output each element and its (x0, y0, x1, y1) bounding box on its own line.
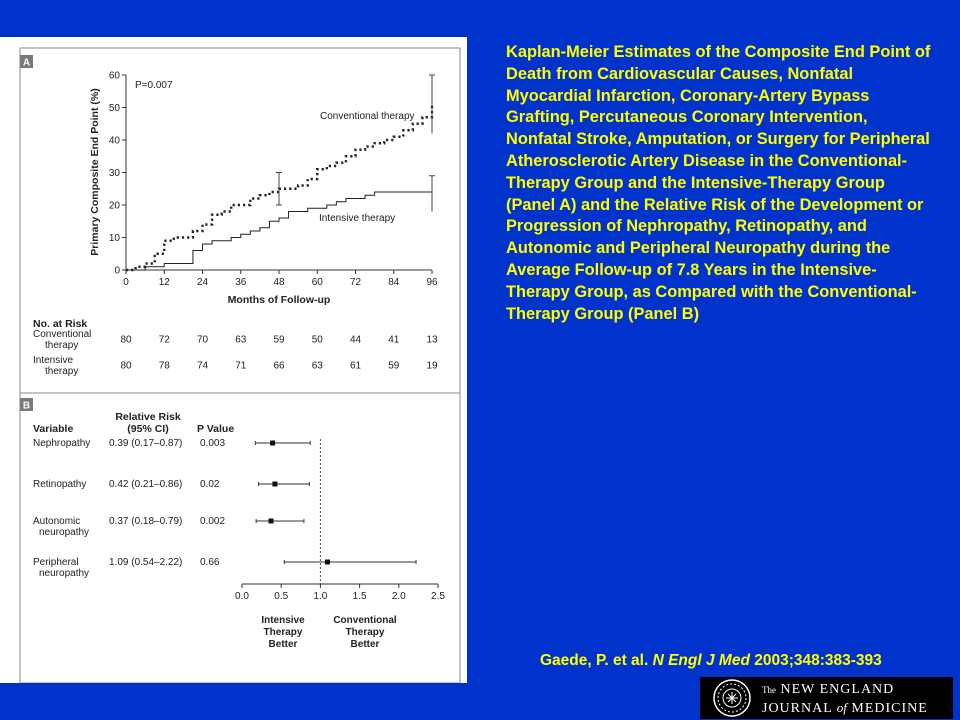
forest-header-variable: Variable (33, 423, 74, 435)
forest-rr-text: 0.42 (0.21–0.86) (109, 479, 183, 490)
citation-journal: N Engl J Med (652, 652, 750, 669)
x-tick-label: 60 (311, 277, 323, 288)
logo-line1: NEW ENGLAND (780, 682, 895, 697)
forest-header-p: P Value (197, 423, 235, 435)
panel-a-label: A (22, 57, 31, 69)
risk-value: 19 (426, 360, 438, 372)
forest-variable-label: Peripheral (33, 557, 79, 568)
x-tick-label: 96 (426, 277, 438, 288)
panel-b-frame (20, 393, 460, 683)
x-tick-label: 72 (349, 277, 362, 288)
x-tick-label: 24 (196, 277, 209, 288)
forest-header-rr: Relative Risk (115, 411, 181, 423)
risk-value: 41 (388, 334, 400, 346)
series-label-conventional: Conventional therapy (320, 111, 415, 122)
y-tick-label: 10 (108, 233, 120, 244)
slide-caption: Kaplan-Meier Estimates of the Composite End Point of Death from Cardiovascular Causes, Nonfatal Myocardial Infarction, Coronary-Artery Bypass Grafting, Percutaneous Coronary Intervention, Nonfatal Stroke, Amputation, or Surgery for Peripheral Atherosclerotic Artery Disease in the Conventional-Therapy Group and the Intensive-Therapy Group (Panel A) and the Relative Risk of the Development or Progression of Nephropathy, Retinopathy, and Autonomic and Peripheral Neuropathy during the Average Follow-up of 7.8 Years in the Intensive-Therapy Group, as Compared with the Conventional-Therapy Group (Panel B) (506, 43, 931, 323)
nejm-logo (700, 677, 953, 719)
figure-svg (0, 37, 467, 683)
logo-the: The (762, 685, 776, 695)
y-tick-label: 50 (108, 103, 120, 114)
forest-rr-text: 1.09 (0.54–2.22) (109, 557, 183, 568)
figure-panel (0, 37, 467, 683)
risk-value: 61 (349, 360, 362, 372)
risk-value: 80 (120, 360, 132, 372)
risk-row-label: therapy (45, 366, 79, 377)
risk-table-title: No. at Risk (33, 318, 88, 330)
forest-p-value: 0.003 (200, 438, 226, 449)
forest-right-label: Therapy (345, 627, 385, 638)
nejm-wordmark (762, 681, 928, 717)
logo-of: of (836, 700, 847, 715)
risk-value: 50 (311, 334, 323, 346)
y-ticks (109, 71, 126, 277)
series-label-intensive: Intensive therapy (319, 213, 396, 224)
nejm-seal-icon (708, 678, 756, 718)
x-ticks (123, 270, 438, 288)
forest-p-value: 0.02 (200, 479, 220, 490)
risk-value: 70 (196, 334, 209, 346)
p-value-annotation: P=0.007 (135, 80, 173, 91)
risk-row-label: Conventional (33, 329, 92, 340)
logo-medicine: MEDICINE (851, 701, 928, 716)
risk-row-label: Intensive (33, 355, 74, 366)
risk-value: 71 (235, 360, 247, 372)
risk-value: 72 (158, 334, 170, 346)
risk-value: 63 (311, 360, 323, 372)
x-tick-label: 48 (273, 277, 285, 288)
forest-rr-text: 0.37 (0.18–0.79) (109, 516, 183, 527)
risk-value: 74 (196, 360, 209, 372)
forest-x-tick-label: 0.0 (235, 591, 249, 602)
forest-point (269, 519, 274, 524)
risk-value: 66 (273, 360, 285, 372)
forest-variable-label: Nephropathy (33, 438, 91, 449)
risk-value: 59 (273, 334, 285, 346)
forest-variable-label: Autonomic (33, 516, 81, 527)
risk-value: 13 (426, 334, 438, 346)
y-tick-label: 30 (108, 168, 120, 179)
forest-p-value: 0.002 (200, 516, 226, 527)
logo-journal: JOURNAL (762, 701, 833, 716)
forest-right-label: Better (350, 639, 380, 650)
y-tick-label: 20 (108, 200, 120, 212)
x-tick-label: 84 (388, 277, 400, 288)
forest-variable-label: neuropathy (39, 527, 90, 538)
forest-point (325, 560, 330, 565)
forest-p-value: 0.66 (200, 557, 220, 568)
risk-values (120, 335, 438, 372)
forest-point (270, 441, 275, 446)
risk-value: 63 (235, 334, 247, 346)
x-tick-label: 0 (123, 277, 129, 288)
forest-rows (33, 438, 416, 579)
forest-x-tick-label: 1.5 (352, 591, 367, 602)
forest-x-tick-label: 1.0 (313, 591, 328, 602)
y-tick-label: 60 (108, 70, 120, 82)
forest-right-label: Conventional (333, 615, 397, 626)
forest-left-label: Intensive (261, 615, 305, 626)
forest-header-ci: (95% CI) (127, 423, 169, 435)
risk-row-label: therapy (45, 340, 79, 351)
y-axis-label: Primary Composite End Point (%) (89, 88, 101, 256)
forest-left-label: Better (268, 639, 298, 650)
citation-authors: Gaede, P. et al. (540, 652, 649, 669)
risk-value: 44 (349, 334, 362, 346)
forest-x-tick-label: 2.5 (431, 591, 445, 602)
forest-x-tick-label: 2.0 (391, 591, 406, 602)
risk-value: 78 (158, 360, 170, 372)
panel-b-label: B (22, 400, 31, 412)
forest-variable-label: neuropathy (39, 568, 90, 579)
forest-left-label: Therapy (263, 627, 303, 638)
km-series (126, 75, 435, 270)
forest-point (272, 482, 277, 487)
forest-variable-label: Retinopathy (33, 479, 87, 490)
y-tick-label: 0 (114, 265, 120, 277)
risk-value: 80 (120, 334, 132, 346)
citation (540, 652, 882, 670)
x-tick-label: 12 (158, 277, 170, 288)
risk-value: 59 (388, 360, 400, 372)
forest-rr-text: 0.39 (0.17–0.87) (109, 438, 183, 449)
citation-ref: 2003;348:383-393 (754, 652, 882, 669)
x-axis-label: Months of Follow-up (227, 294, 331, 306)
y-tick-label: 40 (108, 135, 120, 147)
forest-x-tick-label: 0.5 (274, 591, 289, 602)
x-tick-label: 36 (235, 277, 247, 288)
